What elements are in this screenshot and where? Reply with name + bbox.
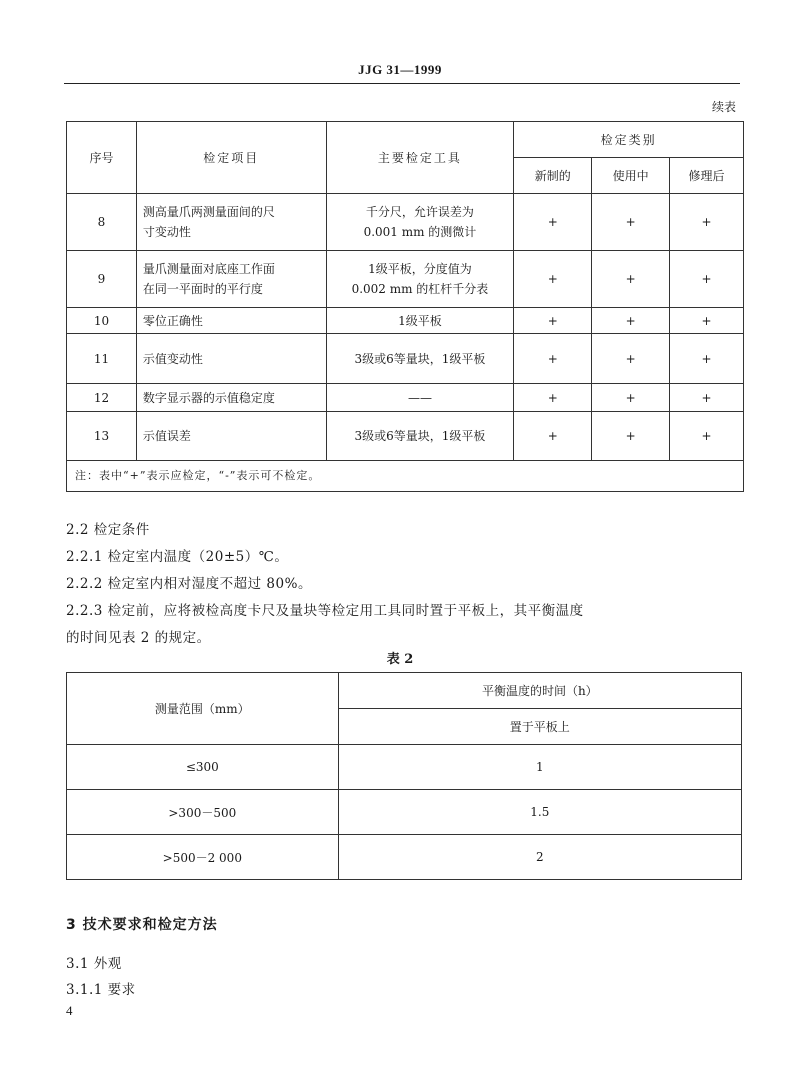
row-repair: + xyxy=(670,412,744,461)
t2-header-time: 平衡温度的时间（h） xyxy=(338,673,741,709)
document-code: JJG 31—1999 xyxy=(358,62,442,77)
header-rule xyxy=(64,83,740,84)
row-no: 9 xyxy=(67,251,137,308)
continued-table-label: 续表 xyxy=(711,100,736,114)
row-item: 测高量爪两测量面间的尺 寸变动性 xyxy=(136,194,326,251)
paragraph-2-2-3-line1: 2.2.3 检定前，应将被检高度卡尺及量块等检定用工具同时置于平板上，其平衡温度 xyxy=(66,603,584,619)
row-no: 13 xyxy=(67,412,137,461)
table-row xyxy=(67,412,744,461)
page-number: 4 xyxy=(66,1003,73,1018)
header-category: 检定类别 xyxy=(514,122,744,158)
row-repair: + xyxy=(670,251,744,308)
row-tool: —— xyxy=(326,384,514,412)
row-no: 11 xyxy=(67,334,137,384)
table-row xyxy=(67,790,742,835)
row-item: 示值变动性 xyxy=(136,334,326,384)
row-tool: 千分尺，允许误差为 0.001 mm 的测微计 xyxy=(326,194,514,251)
section-3-1-heading: 3.1 外观 xyxy=(66,956,122,972)
header-no: 序号 xyxy=(67,122,137,194)
row-use: + xyxy=(592,251,670,308)
t2-range: >500－2 000 xyxy=(67,835,339,880)
verification-items-table xyxy=(66,121,744,492)
row-repair: + xyxy=(670,384,744,412)
row-no: 10 xyxy=(67,308,137,334)
table-row xyxy=(67,308,744,334)
row-use: + xyxy=(592,334,670,384)
table-row xyxy=(67,334,744,384)
row-tool: 1级平板 xyxy=(326,308,514,334)
row-use: + xyxy=(592,194,670,251)
row-use: + xyxy=(592,412,670,461)
row-repair: + xyxy=(670,334,744,384)
row-new: + xyxy=(514,334,592,384)
header-tool: 主要检定工具 xyxy=(326,122,514,194)
table-row xyxy=(67,835,742,880)
row-item: 示值误差 xyxy=(136,412,326,461)
t2-time: 1.5 xyxy=(338,790,741,835)
header-cat-new: 新制的 xyxy=(514,158,592,194)
t2-header-range: 测量范围（mm） xyxy=(67,673,339,745)
row-tool: 1级平板，分度值为 0.002 mm 的杠杆千分表 xyxy=(326,251,514,308)
section-2-2-heading: 2.2 检定条件 xyxy=(66,522,150,538)
row-no: 12 xyxy=(67,384,137,412)
row-new: + xyxy=(514,251,592,308)
row-new: + xyxy=(514,194,592,251)
paragraph-2-2-2: 2.2.2 检定室内相对湿度不超过 80%。 xyxy=(66,576,312,592)
equilibrium-time-table xyxy=(66,672,742,880)
table-row xyxy=(67,251,744,308)
row-use: + xyxy=(592,308,670,334)
row-new: + xyxy=(514,384,592,412)
row-tool: 3级或6等量块，1级平板 xyxy=(326,334,514,384)
row-new: + xyxy=(514,412,592,461)
header-item: 检定项目 xyxy=(136,122,326,194)
t2-range: >300－500 xyxy=(67,790,339,835)
row-repair: + xyxy=(670,308,744,334)
section-3-heading: 3 技术要求和检定方法 xyxy=(66,917,218,933)
table-row xyxy=(67,745,742,790)
row-item: 零位正确性 xyxy=(136,308,326,334)
t2-subheader-plate: 置于平板上 xyxy=(338,709,741,745)
table-row xyxy=(67,384,744,412)
table2-caption: 表 2 xyxy=(386,652,414,667)
table-note: 注：表中“+”表示应检定，“-”表示可不检定。 xyxy=(67,461,744,492)
section-3-1-1-heading: 3.1.1 要求 xyxy=(66,982,136,998)
row-new: + xyxy=(514,308,592,334)
t2-time: 2 xyxy=(338,835,741,880)
row-item: 量爪测量面对底座工作面 在同一平面时的平行度 xyxy=(136,251,326,308)
header-cat-use: 使用中 xyxy=(592,158,670,194)
row-item: 数字显示器的示值稳定度 xyxy=(136,384,326,412)
paragraph-2-2-1: 2.2.1 检定室内温度（20±5）℃。 xyxy=(66,549,289,565)
row-no: 8 xyxy=(67,194,137,251)
t2-time: 1 xyxy=(338,745,741,790)
row-use: + xyxy=(592,384,670,412)
t2-range: ≤300 xyxy=(67,745,339,790)
header-cat-repair: 修理后 xyxy=(670,158,744,194)
paragraph-2-2-3-line2: 的时间见表 2 的规定。 xyxy=(66,630,211,646)
row-repair: + xyxy=(670,194,744,251)
table-row xyxy=(67,194,744,251)
row-tool: 3级或6等量块，1级平板 xyxy=(326,412,514,461)
